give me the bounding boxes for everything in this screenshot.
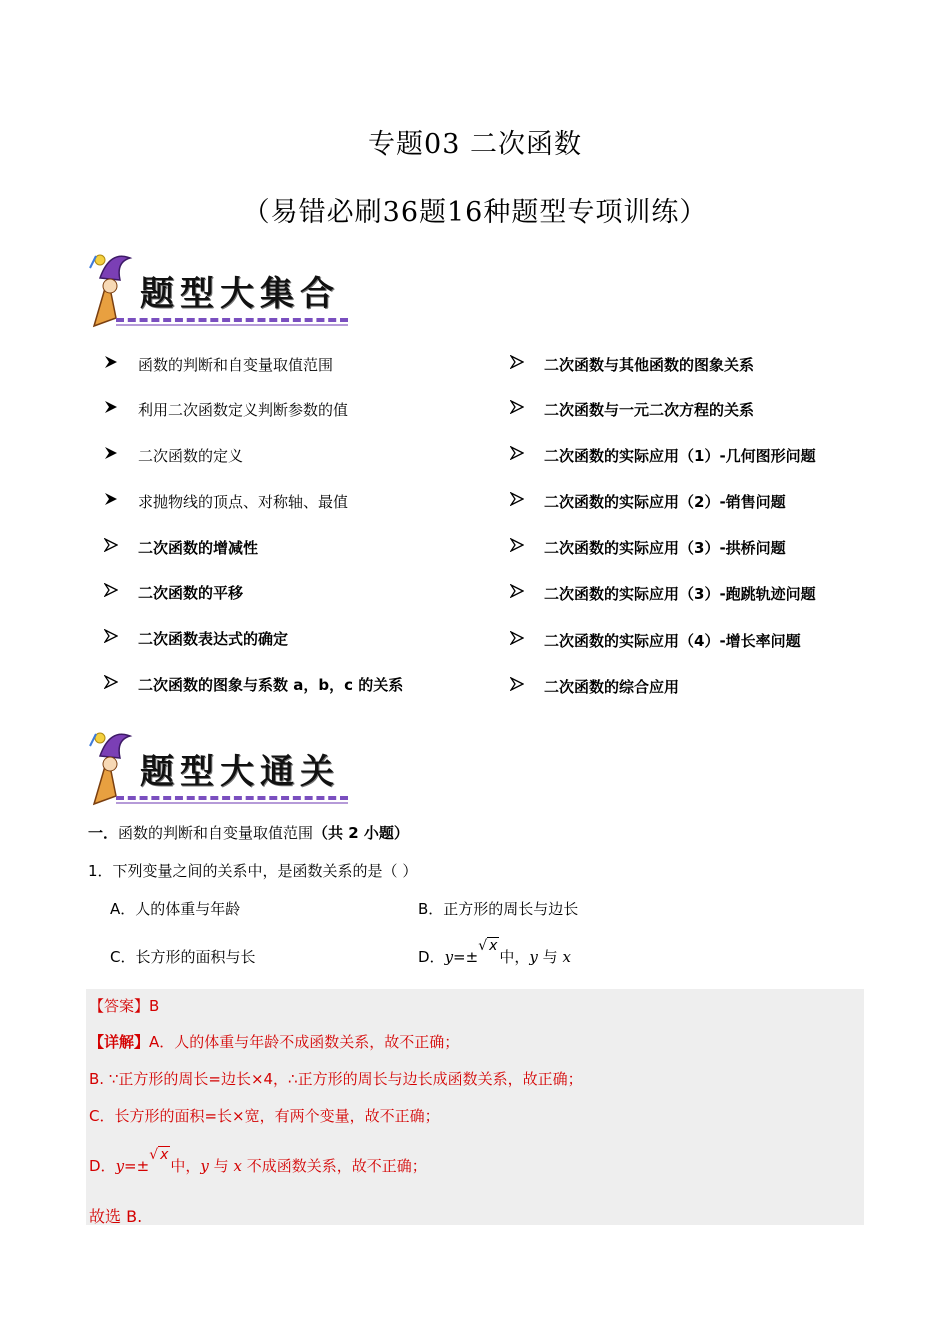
arrow-bullet-icon: [104, 538, 118, 552]
section-badge-collection: [86, 248, 356, 332]
badge-title: 题型大集合: [140, 274, 340, 314]
arrow-bullet-icon: [104, 446, 118, 460]
line4-y2: y: [200, 1157, 209, 1175]
toc-item-label: 二次函数表达式的确定: [138, 630, 289, 648]
section-badge-practice: [86, 726, 356, 810]
toc-item-label: 函数的判断和自变量取值范围: [138, 356, 334, 374]
arrow-bullet-icon: [104, 492, 118, 506]
page-title: 专题03 二次函数: [368, 129, 582, 160]
toc-item-label: 二次函数的综合应用: [544, 678, 680, 696]
option-a[interactable]: A．人的体重与年龄: [110, 900, 241, 918]
detail-label: 【详解】: [89, 1033, 150, 1051]
arrow-bullet-icon: [104, 583, 118, 597]
toc-item-label: 求抛物线的顶点、对称轴、最值: [138, 493, 349, 511]
answer-line-4: [89, 1147, 427, 1176]
detail-text-1: A．人的体重与年龄不成函数关系，故不正确；: [149, 1033, 460, 1051]
badge-underline: [116, 796, 348, 800]
arrow-bullet-icon: [510, 400, 524, 414]
toc-item-label: 二次函数的图象与系数 a，b，c 的关系: [138, 676, 404, 694]
option-d-y2: y: [529, 948, 538, 966]
option-d-mid: 中，: [499, 948, 530, 966]
arrow-bullet-icon: [104, 355, 118, 369]
wizard-mascot-icon: [86, 248, 136, 328]
wizard-mascot-icon: [86, 726, 136, 806]
badge-underline-2: [116, 802, 348, 804]
option-d[interactable]: [418, 938, 571, 967]
toc-item-label: 二次函数与其他函数的图象关系: [544, 356, 755, 374]
line4-prefix: D．: [89, 1157, 116, 1175]
answer-line-5: 故选 B.: [89, 1207, 143, 1226]
badge-underline: [116, 318, 348, 322]
question-stem: 1．下列变量之间的关系中，是函数关系的是（ ）: [88, 862, 418, 880]
toc-item-label: 二次函数的定义: [138, 447, 244, 465]
line4-eq: =±: [124, 1157, 150, 1175]
section-heading: [88, 822, 409, 843]
toc-item-label: 二次函数的实际应用（1）-几何图形问题: [544, 447, 816, 465]
badge-underline-2: [116, 324, 348, 326]
line4-and: 与: [208, 1157, 234, 1175]
option-d-x: x: [562, 948, 571, 966]
toc-item-label: 利用二次函数定义判断参数的值: [138, 401, 349, 419]
toc-item-label: 二次函数的实际应用（2）-销售问题: [544, 493, 786, 511]
answer-line-2: B. ∵正方形的周长=边长×4，∴正方形的周长与边长成函数关系，故正确；: [89, 1070, 583, 1088]
page-subtitle: （易错必刷36题16种题型专项训练）: [242, 197, 708, 228]
section-count: （共 2 小题）: [313, 824, 409, 842]
arrow-bullet-icon: [510, 677, 524, 691]
option-d-y: y: [444, 948, 454, 966]
answer-line-1: [89, 1031, 459, 1052]
line4-x: x: [233, 1157, 242, 1175]
arrow-bullet-icon: [104, 675, 118, 689]
arrow-bullet-icon: [510, 538, 524, 552]
arrow-bullet-icon: [510, 584, 524, 598]
line4-radicand: x: [160, 1147, 169, 1163]
arrow-bullet-icon: [104, 400, 118, 414]
arrow-bullet-icon: [510, 631, 524, 645]
sqrt-symbol: √ x: [478, 938, 498, 954]
option-d-and: 与: [537, 948, 563, 966]
option-b[interactable]: B．正方形的周长与边长: [418, 900, 579, 918]
option-d-eq: =±: [453, 948, 479, 966]
arrow-bullet-icon: [510, 446, 524, 460]
toc-item-label: 二次函数与一元二次方程的关系: [544, 401, 755, 419]
arrow-bullet-icon: [510, 492, 524, 506]
option-c[interactable]: C．长方形的面积与长: [110, 948, 256, 966]
option-d-prefix: D．: [418, 948, 445, 966]
sqrt-symbol: √ x: [149, 1147, 169, 1163]
section-number: 一．: [88, 824, 119, 842]
arrow-bullet-icon: [510, 355, 524, 369]
toc-item-label: 二次函数的实际应用（3）-跑跳轨迹问题: [544, 585, 816, 603]
toc-item-label: 二次函数的实际应用（3）-拱桥问题: [544, 539, 786, 557]
toc-item-label: 二次函数的增减性: [138, 539, 259, 557]
badge-title: 题型大通关: [140, 752, 340, 792]
line4-mid: 中，: [170, 1157, 201, 1175]
line4-tail: 不成函数关系，故不正确；: [241, 1157, 427, 1175]
answer-line-3: C．长方形的面积=长×宽，有两个变量，故不正确；: [89, 1107, 440, 1125]
arrow-bullet-icon: [104, 629, 118, 643]
section-name: 函数的判断和自变量取值范围: [118, 824, 314, 842]
option-d-radicand: x: [489, 938, 498, 954]
line4-y: y: [115, 1157, 125, 1175]
toc-item-label: 二次函数的实际应用（4）-增长率问题: [544, 632, 801, 650]
answer-label: 【答案】B: [89, 997, 160, 1015]
toc-item-label: 二次函数的平移: [138, 584, 244, 602]
